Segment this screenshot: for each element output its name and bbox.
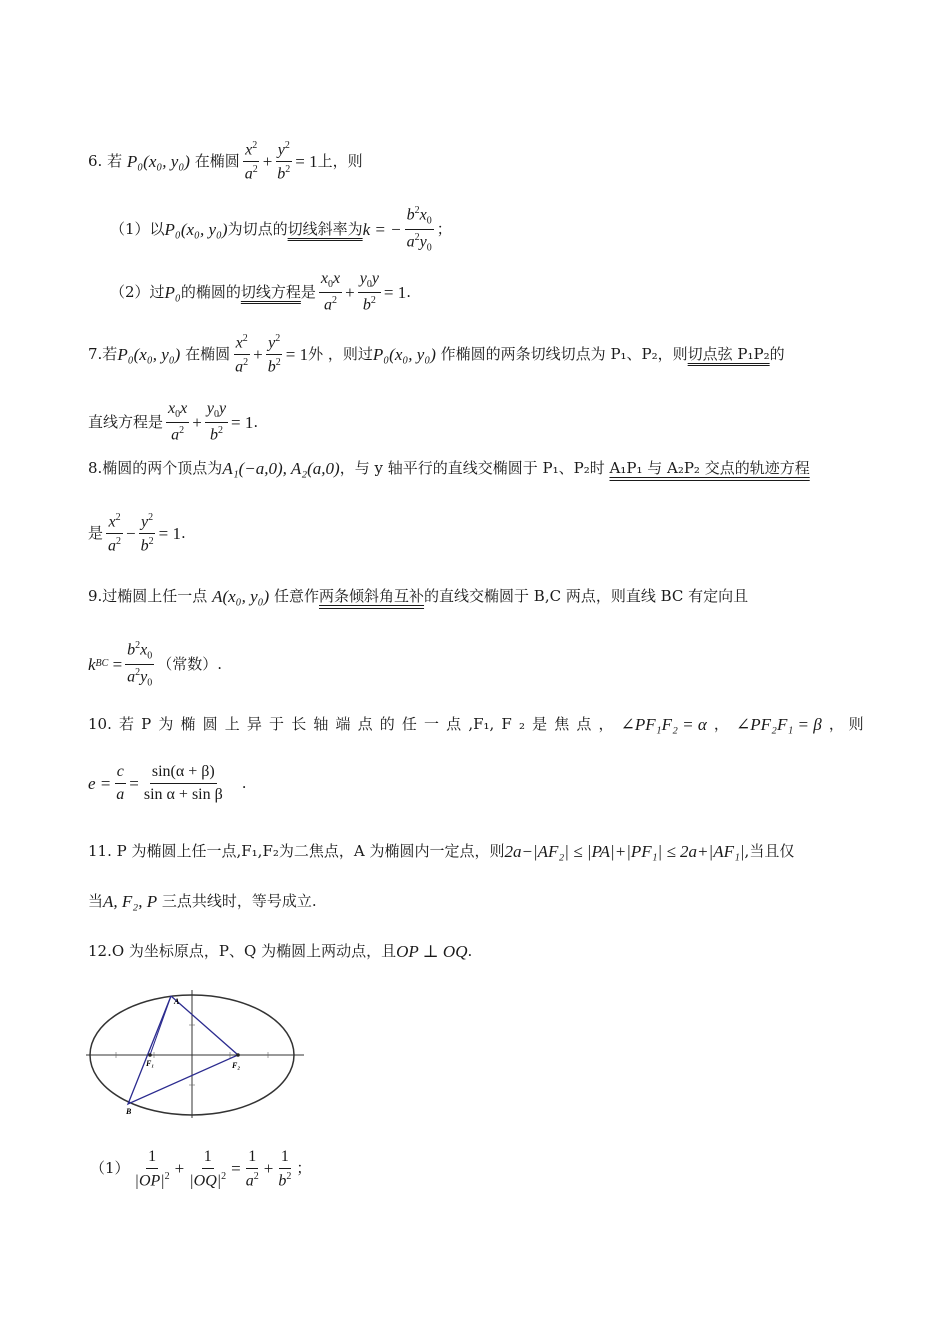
item8-line2: 是 $\frac{x^2}{a^2}$ − $\frac{y^2}{b^2}$ = 1 . [88,512,186,555]
triangle-ab-f2 [128,996,241,1104]
ellipse-diagram [86,990,308,1120]
label-f2: F₂ [232,1061,241,1070]
item12-statement: 12.O 为坐标原点，P、Q 为椭圆上两动点，且 OP ⊥ OQ . [88,942,473,961]
label-f1: F₁ [146,1059,155,1068]
underline-slope: 切线斜率为 [287,219,363,238]
underline-tangent: 切线方程 [240,282,301,301]
item6-sub1: （1）以 P₀(x₀, y₀) 为切点的 切线斜率为 k = − $\frac{b^2x_0}{a^2y_0}$ ； [110,205,452,254]
frac-x2-a2: $\frac{x^2}{a^2}$ [244,140,258,183]
item6-sub2: （2）过 P₀ 的椭圆的 切线方程 是 $\frac{x_0x}{a^2}$ + $\frac{y_0y}{b^2}$ = 1 . [110,270,412,314]
frac-eccentricity: $\frac{\sin(\alpha + \beta)}{\text{sin α + sin β}}$ [143,763,223,803]
underline-chord: 切点弦 P₁P₂ [687,344,770,363]
item12-sub1: （1） $\frac{1}{|OP|^2}$ + $\frac{1}{|OQ|^2}$ = $\frac{1}{a^2}$ + $\frac{1}{b^2}$ ； [90,1148,312,1189]
segment-af1 [150,996,171,1055]
item11-line2: 当 A, F₂, P 三点共线时，等号成立. [88,892,317,911]
item6-statement: 6. 若 P₀(x₀, y₀) 在椭圆 $\frac{x^2}{a^2}$ + $\frac{y^2}{b^2}$ = 1 上，则 [88,140,363,183]
focal-inequality: 2a−|AF₂| ≤ |PA|+|PF₁| ≤ 2a+|AF₁| [504,842,745,861]
underline-locus: A₁P₁ 与 A₂P₂ 交点的轨迹方程 [609,459,810,477]
item9-statement: 9.过椭圆上任一点 A(x₀, y₀) 任意作 两条倾斜角互补 的直线交椭圆于 B,C 两点，则直线 BC 有定向且 [88,587,749,606]
label-a: A [174,997,180,1006]
frac-y2-b2: $\frac{y^2}{b^2}$ [277,140,291,183]
label-b: B [126,1107,132,1116]
item10-line2: e = $\frac{c}{a}$ = $\frac{\sin(\alpha + \beta)}{\text{sin α + sin β}}$ . [88,763,247,803]
item10-statement: 10. 若 P 为 椭 圆 上 异 于 长 轴 端 点 的 任 一 点 ,F₁, F ₂ 是 焦 点 ， ∠PF₁F₂ = α ， ∠PF₂F₁ = β ， 则 [88,715,864,734]
item7-line2: 直线方程是 $\frac{x_0x}{a^2}$ + $\frac{y_0y}{b^2}$ = 1 . [88,400,259,444]
item9-line2: k BC = $\frac{b^2x_0}{a^2y_0}$ （常数）. [88,640,223,689]
item8-statement: 8.椭圆的两个顶点为 A₁(−a,0), A₂(a,0) ，与 y 轴平行的直线交椭圆于 P₁、P₂时 A₁P₁ 与 A₂P₂ 交点的轨迹方程 [88,459,810,478]
underline-complementary: 两条倾斜角互补 [319,587,425,605]
point-p0: P₀(x₀, y₀) [126,151,190,171]
frac-slope: $\frac{b^2x_0}{a^2y_0}$ [406,205,432,254]
item7-statement: 7.若 P₀(x₀, y₀) 在椭圆 $\frac{x^2}{a^2}$ + $\frac{y^2}{b^2}$ = 1 外 ，则过 P₀(x₀, y₀) 作椭圆的两条切线切点为 P₁、P₂，则 切点弦 P₁P₂ 的 [88,333,785,376]
item11-statement: 11. P 为椭圆上任一点,F₁,F₂为二焦点，A 为椭圆内一定点，则 2a−|AF₂| ≤ |PA|+|PF₁| ≤ 2a+|AF₁| ,当且仅 [88,842,795,861]
